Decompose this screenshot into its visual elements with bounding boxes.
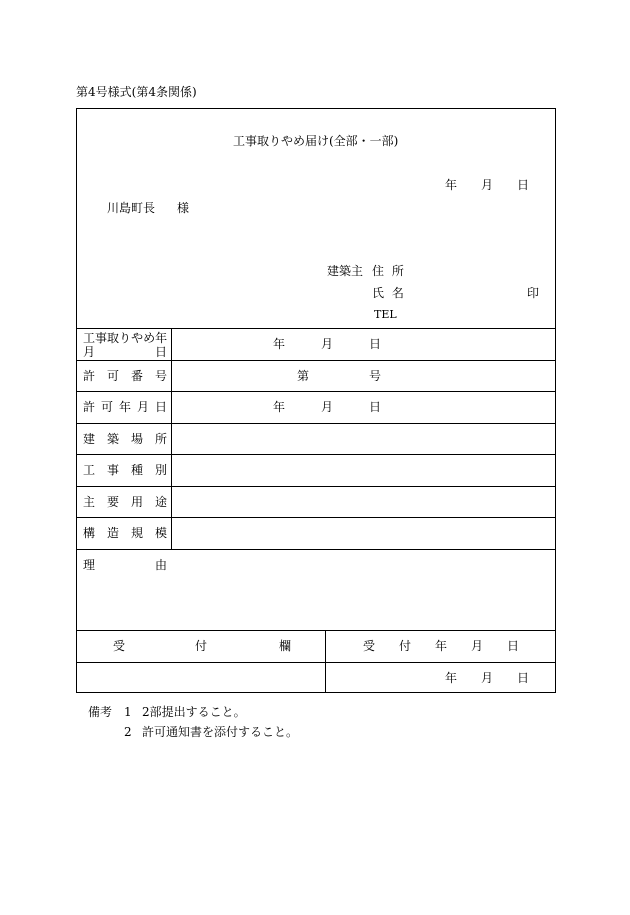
- cancel-date-year: 年: [273, 337, 286, 351]
- tel-label: TEL: [374, 308, 397, 321]
- reception-right-1: 受: [363, 639, 376, 653]
- rule-3: [77, 391, 555, 392]
- row-label-structure-scale: 構 造 規 模: [83, 526, 167, 540]
- rule-7: [77, 517, 555, 518]
- notes-label: 備考: [88, 705, 113, 719]
- reception-right-4: 月: [471, 639, 484, 653]
- honorific: 様: [177, 201, 190, 215]
- rule-2: [77, 360, 555, 361]
- name-label: 氏 名: [372, 286, 406, 300]
- permit-date-day: 日: [369, 400, 382, 414]
- note-1-text: 2部提出すること。: [142, 705, 246, 719]
- row-label-work-type: 工 事 種 別: [83, 463, 167, 477]
- reception-left-1: 受: [113, 639, 126, 653]
- note-2-number: 2: [124, 725, 132, 739]
- reception-right-2: 付: [399, 639, 412, 653]
- address-label: 住 所: [372, 264, 406, 278]
- reception-left-2: 付: [195, 639, 208, 653]
- rule-4: [77, 423, 555, 424]
- permit-number-prefix: 第: [297, 369, 310, 383]
- reception-date-month: 月: [481, 671, 494, 685]
- rule-8: [77, 549, 555, 550]
- permit-date-month: 月: [321, 400, 334, 414]
- row-label-permit-date: 許 可 年 月 日: [83, 400, 167, 414]
- rule-1: [77, 328, 555, 329]
- reception-date-day: 日: [517, 671, 530, 685]
- reception-right-5: 日: [507, 639, 520, 653]
- row-label-main-use: 主 要 用 途: [83, 495, 167, 509]
- reception-right-3: 年: [435, 639, 448, 653]
- cancel-date-month: 月: [321, 337, 334, 351]
- seal-mark: 印: [527, 286, 540, 300]
- row-label-cancel-date-line2: 月 日: [83, 345, 167, 359]
- permit-date-year: 年: [273, 400, 286, 414]
- reception-divider: [325, 630, 326, 693]
- note-2-text: 許可通知書を添付すること。: [142, 725, 299, 739]
- applicant-label: 建築主: [327, 264, 364, 278]
- form-title: 工事取りやめ届け(全部・一部): [233, 134, 399, 148]
- row-label-building-site: 建 築 場 所: [83, 432, 167, 446]
- header-date-day: 日: [517, 178, 530, 192]
- cancel-date-day: 日: [369, 337, 382, 351]
- addressee: 川島町長: [107, 201, 156, 215]
- reception-left-3: 欄: [279, 639, 292, 653]
- reception-date-year: 年: [445, 671, 458, 685]
- note-1-number: 1: [124, 705, 132, 719]
- rule-6: [77, 486, 555, 487]
- form-id: 第4号様式(第4条関係): [76, 85, 197, 99]
- header-date-month: 月: [481, 178, 494, 192]
- permit-number-suffix: 号: [369, 369, 382, 383]
- row-label-permit-number: 許 可 番 号: [83, 369, 167, 383]
- label-column-divider: [171, 328, 172, 549]
- header-date-year: 年: [445, 178, 458, 192]
- form-box: [76, 108, 556, 693]
- rule-9: [77, 630, 555, 631]
- rule-10: [77, 662, 555, 663]
- reason-label: 理 由: [83, 558, 167, 572]
- row-label-cancel-date: 工 事 取 り や め 年: [83, 331, 168, 345]
- rule-5: [77, 454, 555, 455]
